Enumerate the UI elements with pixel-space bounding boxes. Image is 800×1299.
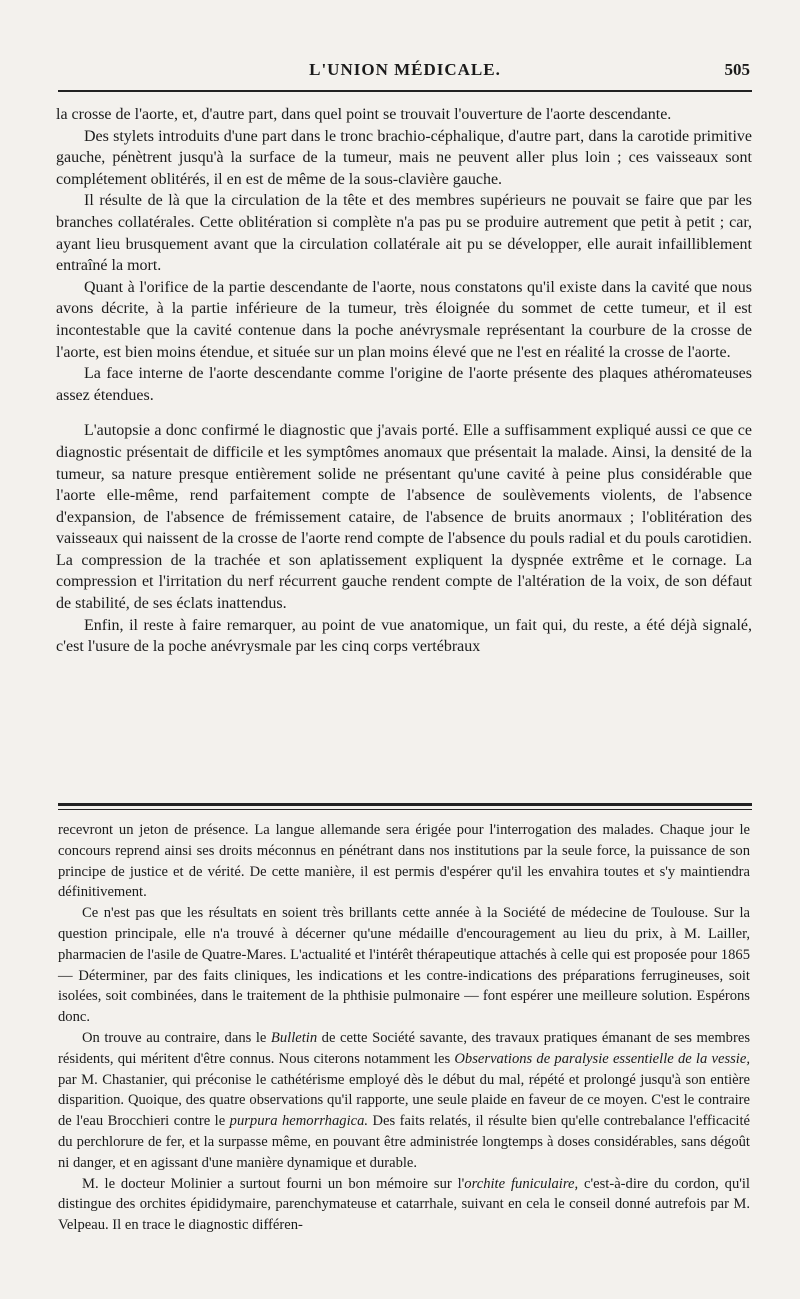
paragraph: la crosse de l'aorte, et, d'autre part, dans quel point se trouvait l'ouverture de l'aorte descendante.	[56, 106, 672, 123]
italic-text: Bulletin	[270, 1029, 318, 1046]
paragraph	[58, 1028, 750, 1174]
text-run: M. le docteur Molinier a surtout fourni un bon mémoire sur l'	[82, 1175, 465, 1192]
running-head	[60, 58, 750, 88]
text-run: c'est-à-dire du cordon, qu'il distingue des orchites épididymaire, parenchymateuse et catarrhale, suivant en cela le conseil donné autrefois par M. Velpeau. Il en trace le diagnostic différen-	[58, 1175, 750, 1234]
feuilleton-text	[58, 820, 750, 1236]
paragraph	[58, 903, 750, 1028]
text-run: Ce n'est pas que les résultats en soient très brillants cette année à la Société de médecine de Toulouse. Sur la question principale, elle n'a trouvé à décerner qu'une médaille d'encouragement au lieu du prix, à M. Lailler, pharmacien de l'asile de Quatre-Mares. L'actualité et l'intérêt thérapeutique attachés à celle qui est proposée pour 1865 — Déterminer, par des faits cliniques, les indications et les contre-indications des préparations ferrugineuses, soit isolées, soit combinées, dans le traitement de la phthisie pulmonaire — font espérer une meilleure solution. Espérons donc.	[58, 905, 750, 1026]
paragraph: Des stylets introduits d'une part dans le tronc brachio-céphalique, d'autre part, dans la carotide primitive gauche, pénètrent jusqu'à la surface de la tumeur, mais ne peuvent aller plus loin ; ces vaisseaux sont complétement oblitérés, il en est de même de la sous-clavière gauche.	[56, 127, 752, 188]
page-number: 505	[724, 60, 750, 79]
paragraph: L'autopsie a donc confirmé le diagnostic que j'avais porté. Elle a suffisamment expliqué aussi ce que ce diagnostic présentait de difficile et les symptômes anomaux que présentait la malade. Ainsi, la densité de la tumeur, sa nature presque entièrement solide ne présentant qu'une cavité à peine plus considérable que l'aorte elle-même, rend parfaitement compte de l'absence de soulèvements violents, de l'absence d'expansion, de l'absence de frémissement cataire, de l'absence de bruits anormaux ; l'oblitération des vaisseaux qui naissent de la crosse de l'aorte rend compte de l'absence du pouls radial et du pouls carotidien. La compression de la trachée et son aplatissement expliquent la dyspnée extrême et le cornage. La compression et l'irritation du nerf récurrent gauche rendent compte de l'altération de la voix, de son défaut de stabilité, de ses éclats inattendus.	[56, 422, 752, 613]
section-divider	[58, 803, 752, 810]
text-run: recevront un jeton de présence. La langue allemande sera érigée pour l'interrogation des malades. Chaque jour le concours reprend ainsi ses droits méconnus en pénétrant dans nos institutions par la seule force, la puissance de son principe de justice et de vérité. De cette manière, il est permis d'espérer qu'il les envahira toutes et s'y maintiendra définitivement.	[58, 822, 750, 901]
article-upper-text	[56, 104, 752, 658]
paragraph: Quant à l'orifice de la partie descendante de l'aorte, nous constatons qu'il existe dans la cavité que nous avons décrite, à la partie inférieure de la tumeur, très éloignée du sommet de cette tumeur, et il est incontestable que la cavité contenue dans la poche anévrysmale représentant la courbure de la crosse de l'aorte, est bien moins étendue, et située sur un plan moins élevé que ne l'est en réalité la crosse de l'aorte.	[56, 278, 752, 361]
journal-title: L'UNION MÉDICALE.	[309, 60, 501, 79]
paragraph: Il résulte de là que la circulation de la tête et des membres supérieurs ne pouvait se faire que par les branches collatérales. Cette oblitération si complète n'a pas pu se produire autrement que petit à petit ; car, ayant lieu brusquement avant que la circulation collatérale ait pu se développer, elle aurait infailliblement entraîné la mort.	[56, 192, 752, 275]
text-run: On trouve au contraire, dans le	[82, 1029, 271, 1046]
paragraph: Enfin, il reste à faire remarquer, au point de vue anatomique, un fait qui, du reste, a été déjà signalé, c'est l'usure de la poche anévrysmale par les cinq corps vertébraux	[56, 616, 752, 656]
text-run: par M. Chastanier, qui préconise le cathétérisme employé dès le début du mal, répété et prolongé jusqu'à son entière disparition. Quoique, des quatre observations qu'il rapporte, une seule plaide en faveur de ce moyen. C'est le contraire de l'eau Brocchieri contre le	[58, 1071, 750, 1130]
text-run: Des faits relatés, il résulte bien qu'elle contrebalance l'efficacité du perchlorure de fer, et la surpasse même, en pouvant être administrée longtemps à doses considérables, sans dégoût ni danger, et en agissant d'une manière dynamique et durable.	[58, 1113, 750, 1171]
italic-text: Observations de paralysie essentielle de la vessie,	[454, 1050, 750, 1067]
header-rule	[58, 90, 752, 92]
paragraph: La face interne de l'aorte descendante comme l'origine de l'aorte présente des plaques athéromateuses assez étendues.	[56, 365, 752, 404]
italic-text: orchite funiculaire,	[464, 1175, 579, 1192]
italic-text: purpura hemorrhagica.	[229, 1113, 369, 1130]
text-run: de cette Société savante, des travaux pratiques émanant de ses membres résidents, qui méritent d'être connus. Nous citerons notamment les	[58, 1029, 750, 1067]
paragraph	[58, 1174, 750, 1236]
paragraph	[58, 820, 750, 903]
